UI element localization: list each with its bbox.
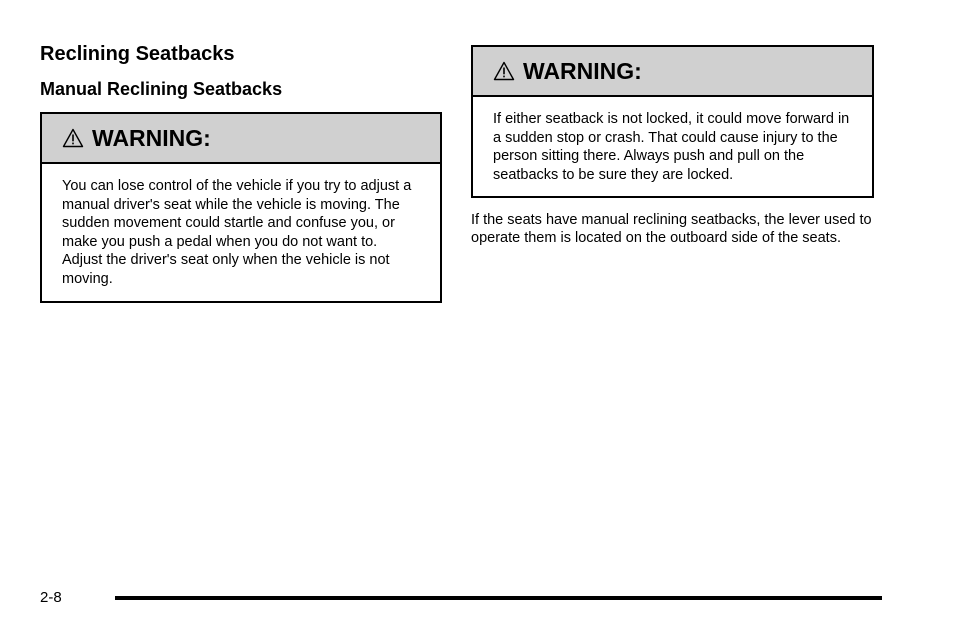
warning-triangle-icon — [493, 61, 515, 81]
section-title: Reclining Seatbacks — [40, 43, 235, 65]
page-number: 2-8 — [40, 589, 62, 606]
warning-box-right — [471, 45, 874, 198]
subsection-title: Manual Reclining Seatbacks — [40, 79, 283, 99]
warning-body-right: If either seatback is not locked, it could move forward in a sudden stop or crash. That could cause injury to the person sitting there. Always push and pull on the seatbacks to be sure they are locked. — [493, 111, 850, 183]
warning-header-right — [473, 47, 872, 97]
left-column — [40, 40, 442, 303]
warning-box-left — [40, 112, 442, 303]
warning-header-left — [42, 114, 440, 164]
warning-triangle-icon — [62, 128, 84, 148]
warning-title-right: WARNING: — [523, 58, 642, 84]
right-column — [471, 45, 874, 247]
footer-rule — [115, 596, 882, 600]
body-paragraph: If the seats have manual reclining seatbacks, the lever used to operate them is located on the outboard side of the seats. — [471, 212, 872, 246]
warning-body-left: You can lose control of the vehicle if you try to adjust a manual driver's seat while the vehicle is moving. The sudden movement could startle and confuse you, or make you push a pedal when you do not want to. Adjust the driver's seat only when the vehicle is not moving. — [62, 178, 412, 287]
warning-title-left: WARNING: — [92, 125, 211, 151]
